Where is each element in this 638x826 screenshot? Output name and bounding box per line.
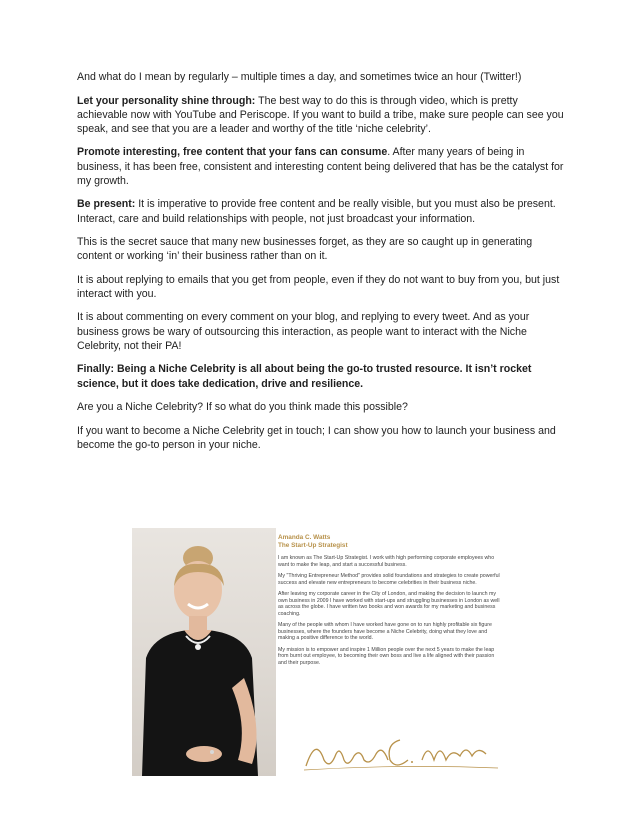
paragraph-be-present: Be present: It is imperative to provide free content and be really visible, but you must also be present. Interact, care and build relationships with people, not just broadcast your information. bbox=[77, 198, 556, 225]
paragraph-regularly: And what do I mean by regularly – multiple times a day, and sometimes twice an hour (Twitter!) bbox=[77, 71, 522, 83]
paragraph-commenting: It is about commenting on every comment on your blog, and replying to every tweet. And as your business grows be wary of outsourcing this interaction, as people want to interact with the Niche Celebrity, not their PA! bbox=[77, 311, 530, 352]
paragraph-lead: Be present: bbox=[77, 198, 136, 211]
signature-image bbox=[302, 730, 502, 774]
author-name: Amanda C. Watts bbox=[278, 534, 331, 541]
bio-paragraph: Many of the people with whom I have worked have gone on to run highly profitable six figure businesses, where the founders have become a Niche Celebrity, doing what they love and making a positive difference to the world. bbox=[278, 622, 492, 641]
paragraph-lead: Let your personality shine through: bbox=[77, 94, 256, 107]
paragraph-personality: Let your personality shine through: The best way to do this is through video, which is pretty achievable now with YouTube and Periscope. If you want to build a tribe, make sure people can see you speak, and see that you are a leader and worthy of the title ‘niche celebrity’. bbox=[77, 94, 564, 135]
paragraph-free-content: Promote interesting, free content that your fans can consume. After many years of being in business, it has been free, consistent and interesting content being delivered that has be the catalyst for my growth. bbox=[77, 146, 564, 187]
author-role: The Start-Up Strategist bbox=[278, 542, 348, 549]
bio-paragraph: My "Thriving Entrepreneur Method" provides solid foundations and strategies to create powerful success and elevate new entrepreneurs to become celebrities in their business niche. bbox=[278, 573, 500, 586]
bio-paragraph: My mission is to empower and inspire 1 Million people over the next 5 years to make the leap from burnt out employee, to becoming their own boss and live a life aligned with their passion and their purpose. bbox=[278, 646, 495, 666]
author-portrait-illustration bbox=[132, 528, 276, 776]
paragraph-secret-sauce: This is the secret sauce that many new businesses forget, as they are so caught up in generating content or working ‘in’ their business rather than on it. bbox=[77, 236, 533, 263]
author-bio-text bbox=[278, 534, 502, 671]
bio-paragraph: After leaving my corporate career in the City of London, and making the decision to launch my own business in 2009 I have worked with start-ups and struggling businesses in London as well as across the globe. I have written two books and won awards for my marketing and business coaching. bbox=[278, 591, 500, 617]
paragraph-question: Are you a Niche Celebrity? If so what do you think made this possible? bbox=[77, 401, 408, 414]
article-body bbox=[77, 70, 565, 461]
author-bio-card bbox=[132, 528, 504, 776]
author-photo bbox=[132, 528, 276, 776]
paragraph-get-in-touch: If you want to become a Niche Celebrity get in touch; I can show you how to launch your business and become the go-to person in your niche. bbox=[77, 424, 556, 451]
paragraph-lead: Promote interesting, free content that your fans can consume bbox=[77, 146, 388, 159]
paragraph-finally: Finally: Being a Niche Celebrity is all about being the go-to trusted resource. It isn’t rocket science, but it does take dedication, drive and resilience. bbox=[77, 363, 532, 390]
bio-paragraph: I am known as The Start-Up Strategist. I work with high performing corporate employees who want to make the leap, and start a successful business. bbox=[278, 555, 495, 568]
paragraph-replying-emails: It is about replying to emails that you get from people, even if they do not want to buy from you, but just interact with you. bbox=[77, 273, 560, 300]
